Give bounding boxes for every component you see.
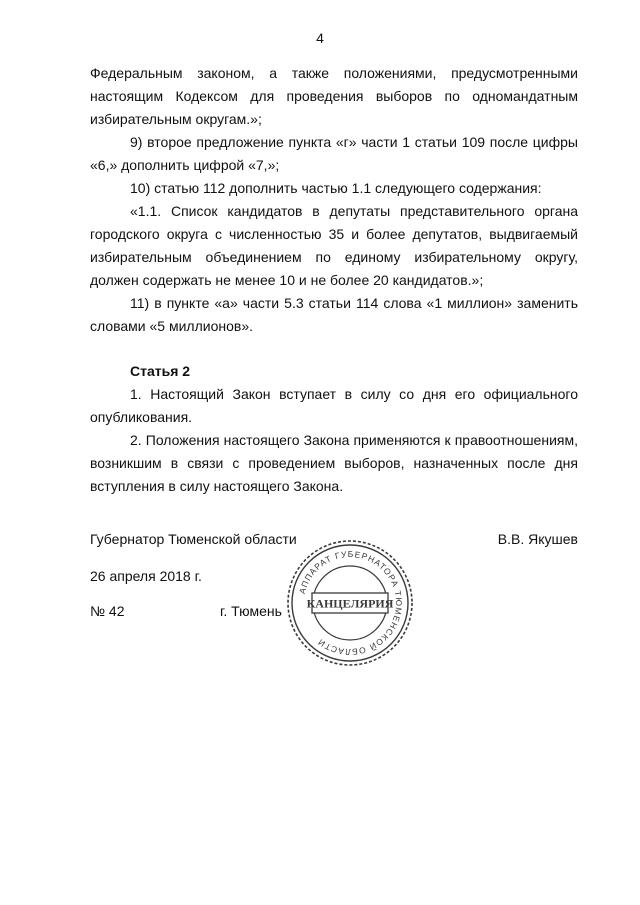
law-number: № 42 <box>90 603 125 619</box>
paragraph-item-11: 11) в пункте «а» части 5.3 статьи 114 слова «1 миллион» заменить словами «5 миллионов». <box>90 295 578 334</box>
paragraph-item-9: 9) второе предложение пункта «г» части 1 статьи 109 после цифры «6,» дополнить цифрой «7,»; <box>90 134 578 173</box>
article-2-heading: Статья 2 <box>130 363 191 379</box>
signing-date: 26 апреля 2018 г. <box>90 568 202 584</box>
signing-city: г. Тюмень <box>220 603 282 619</box>
document-body <box>90 62 578 498</box>
paragraph-quote-1-1: «1.1. Список кандидатов в депутаты представительного органа городского округа с численностью 35 и более депутатов, выдвигаемый избирательным объединением по единому избирательному округу, должен содержать не менее 10 и не более 20 кандидатов.»; <box>90 203 578 288</box>
stamp-center-text: КАНЦЕЛЯРИЯ <box>306 596 394 611</box>
office-stamp <box>284 537 416 669</box>
article-2-paragraph-2: 2. Положения настоящего Закона применяются к правоотношениям, возникшим в связи с проведением выборов, назначенных после дня вступления в силу настоящего Закона. <box>90 432 578 494</box>
article-2-paragraph-1: 1. Настоящий Закон вступает в силу со дня его официального опубликования. <box>90 386 578 425</box>
signatory-name: В.В. Якушев <box>497 531 578 547</box>
paragraph-item-10: 10) статью 112 дополнить частью 1.1 следующего содержания: <box>130 180 542 196</box>
stamp-ring-text: АППАРАТ ГУБЕРНАТОРА ТЮМЕНСКОЙ ОБЛАСТИ <box>296 548 405 658</box>
signatory-position: Губернатор Тюменской области <box>90 531 297 547</box>
page-number: 4 <box>316 30 324 46</box>
stamp-seal-icon <box>284 537 416 669</box>
paragraph-continuation: Федеральным законом, а также положениями, предусмотренными настоящим Кодексом для проведения выборов по одномандатным избирательным округам.»; <box>90 65 578 127</box>
